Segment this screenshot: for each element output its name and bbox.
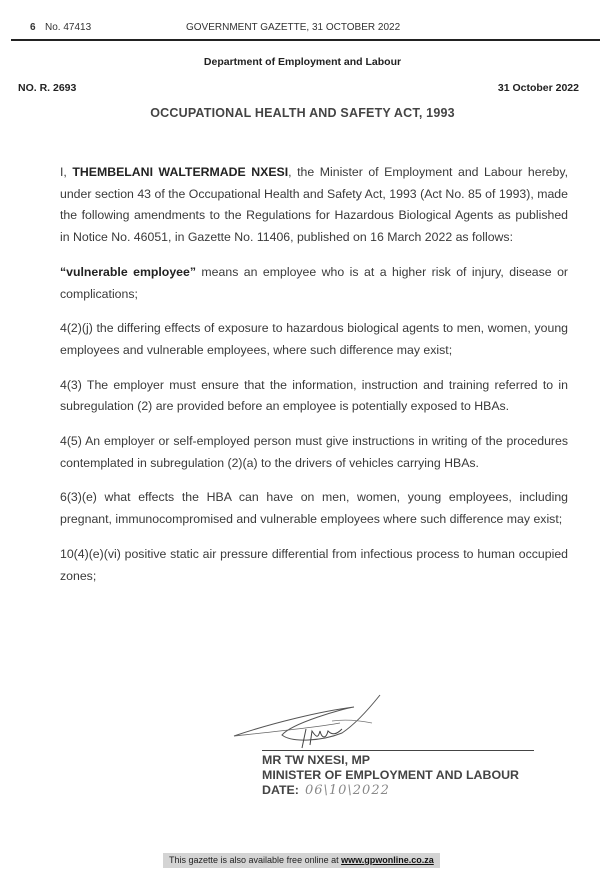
date-label: DATE: — [262, 783, 299, 797]
footer-link[interactable]: www.gpwonline.co.za — [341, 855, 434, 865]
intro-paragraph — [60, 162, 568, 249]
paragraph-4-2-j: 4(2)(j) the differing effects of exposure to hazardous biological agents to men, women, young employees and vulnerable employees, where such difference may exist; — [60, 321, 568, 357]
notice-number: NO. R. 2693 — [18, 82, 77, 94]
signatory-title: MINISTER OF EMPLOYMENT AND LABOUR — [262, 768, 519, 782]
definition-term: “vulnerable employee” — [60, 264, 196, 279]
intro-prefix: I, — [60, 165, 73, 179]
footer-notice — [163, 853, 440, 868]
paragraph-6-3-e: 6(3)(e) what effects the HBA can have on men, women, young employees, including pregnant, immunocompromised and vulnerable employees where such difference may exist; — [60, 490, 568, 527]
signature-block — [262, 753, 519, 798]
intro-text: , the Minister of Employment and Labour hereby, under section 43 of the Occupational Health and Safety Act, 1993 (Act No. 85 of 1993), made the following amendments to the Regulations for Hazardous Biological Agents as published in Notice No. 46051, in Gazette No. 11406, published on 16 March 2022 as follows: — [60, 165, 568, 245]
act-title: OCCUPATIONAL HEALTH AND SAFETY ACT, 1993 — [150, 106, 455, 120]
paragraph-10-4-e-vi: 10(4)(e)(vi) positive static air pressure differential from infectious process to human occupied zones; — [60, 546, 568, 583]
signatory-name: MR TW NXESI, MP — [262, 753, 371, 767]
notice-date: 31 October 2022 — [497, 82, 579, 94]
handwritten-date: 06\10\2022 — [304, 783, 390, 798]
paragraph-4-3: 4(3) The employer must ensure that the information, instruction and training referred to in subregulation (2) are provided before an employee is potentially exposed to HBAs. — [60, 377, 568, 414]
header-rule — [11, 39, 600, 41]
definition-text: means an employee who is at a higher risk of injury, disease or complications; — [60, 264, 568, 301]
header-issue-number: No. 47413 — [45, 22, 92, 33]
document-body — [60, 162, 568, 600]
header-page-number: 6 — [30, 22, 36, 33]
footer-text: This gazette is also available free online at — [169, 855, 342, 865]
signature-line — [262, 750, 534, 751]
signature-date — [262, 783, 519, 798]
minister-name: THEMBELANI WALTERMADE NXESI — [72, 165, 289, 179]
definition-paragraph — [60, 262, 568, 305]
department-heading: Department of Employment and Labour — [203, 56, 402, 68]
paragraph-4-5: 4(5) An employer or self-employed person must give instructions in writing of the procedures contemplated in subregulation (2)(a) to the drivers of vehicles carrying HBAs. — [60, 434, 568, 470]
signature-image — [232, 693, 382, 753]
header-gazette-title: GOVERNMENT GAZETTE, 31 OCTOBER 2022 — [186, 22, 401, 33]
